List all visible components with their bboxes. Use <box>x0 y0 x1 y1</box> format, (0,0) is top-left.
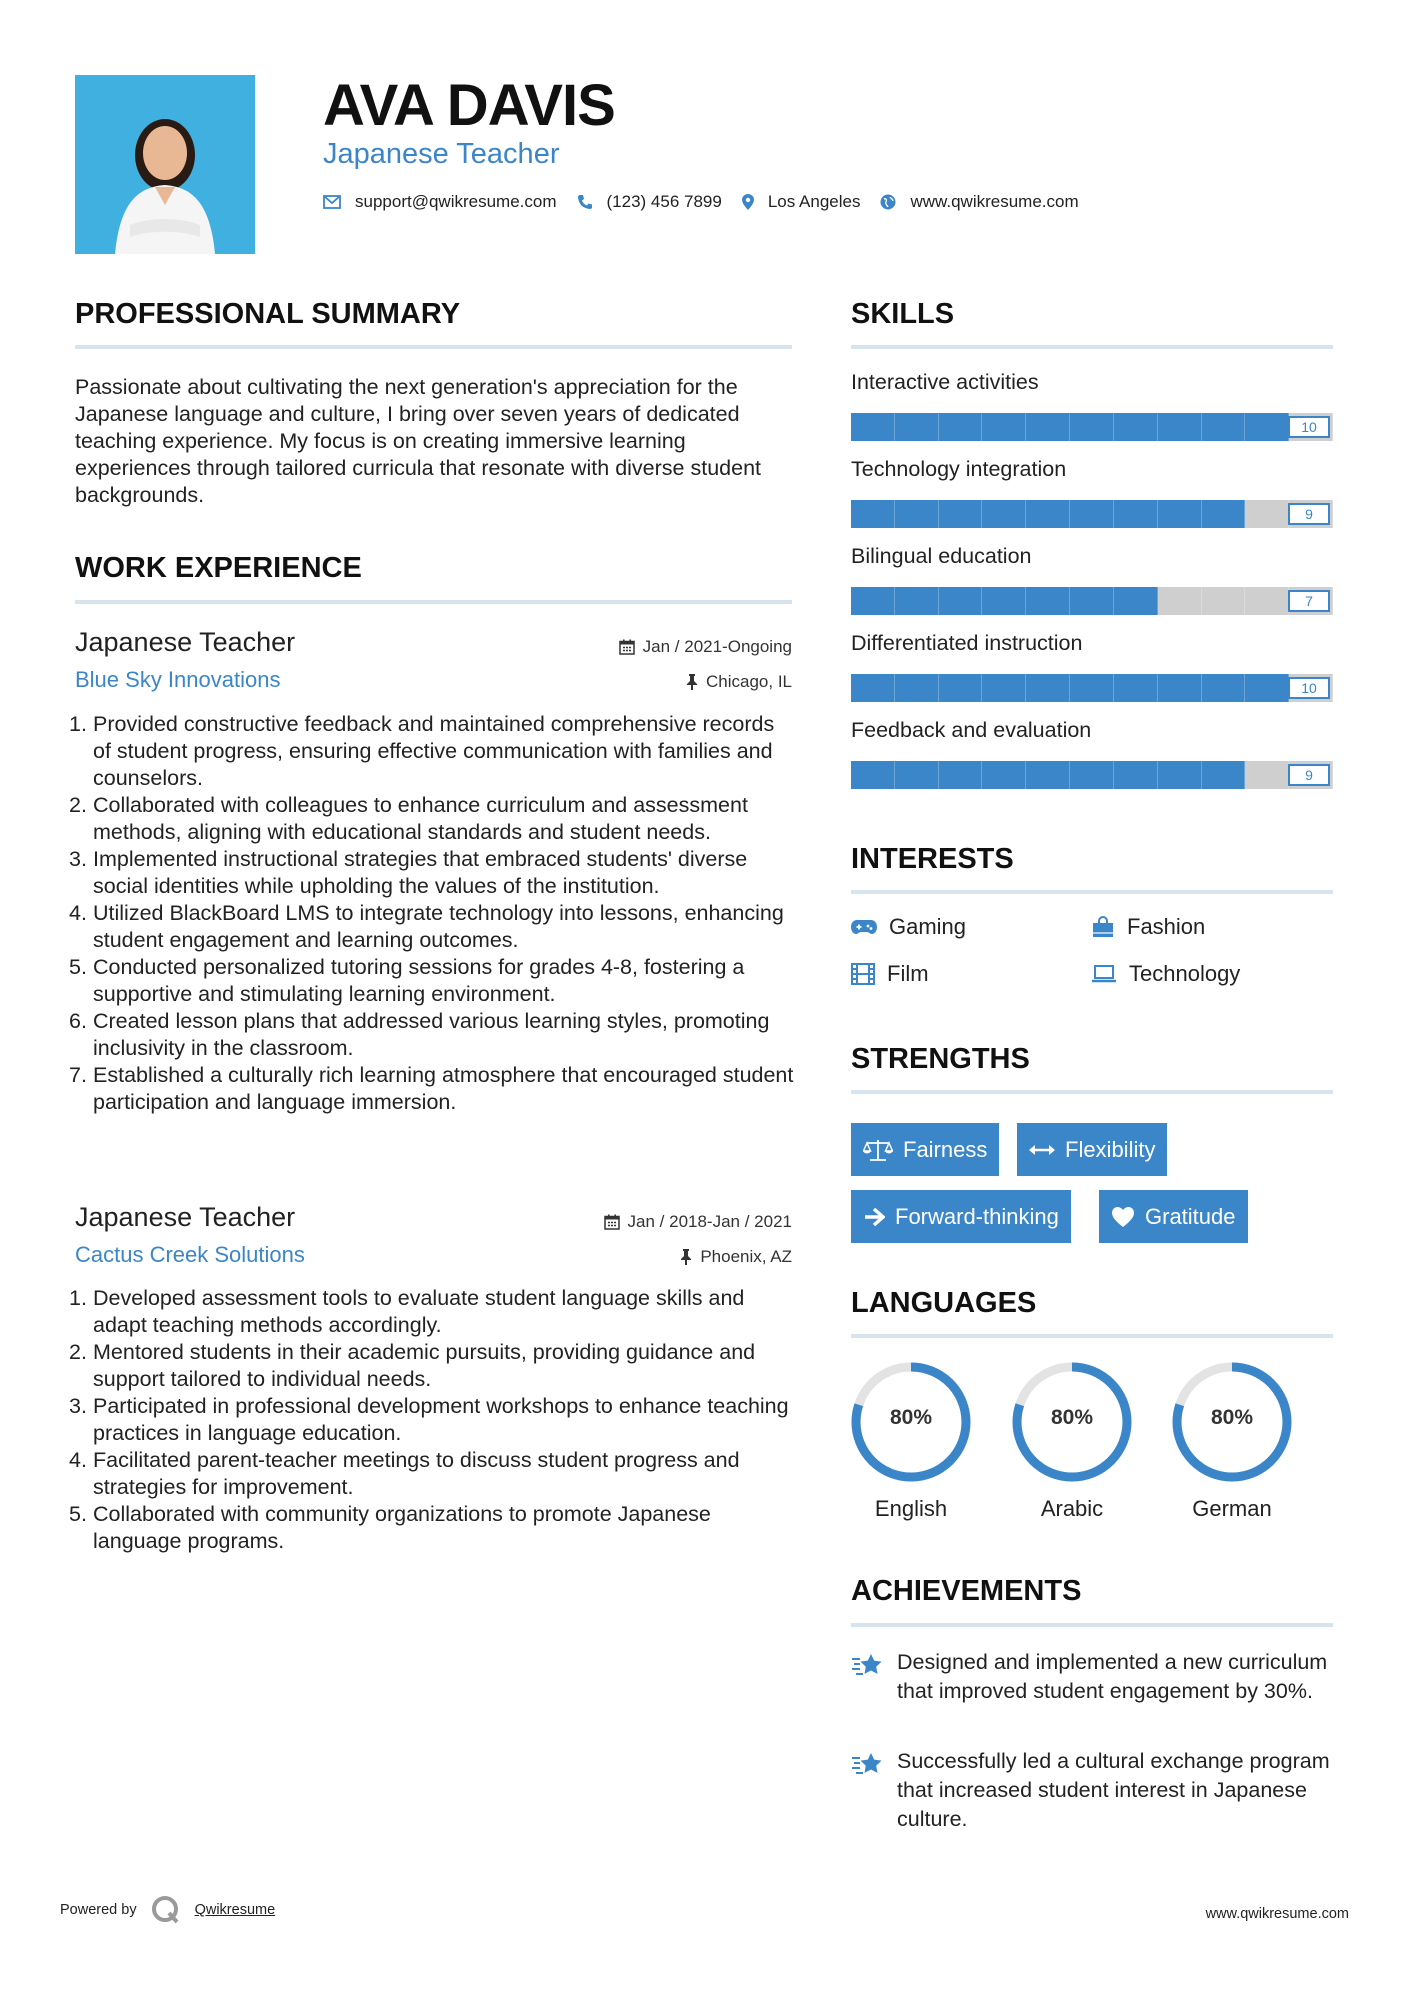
bullet-text: Implemented instructional strategies that embraced students' diverse social identities while upholding the values of the institution. <box>93 847 748 898</box>
language-item <box>1012 1362 1132 1522</box>
skill-meter-segment <box>895 587 939 615</box>
bullet-text: Created lesson plans that addressed various learning styles, promoting inclusivity in the classroom. <box>93 1009 770 1060</box>
bullet-text: Participated in professional development workshops to enhance teaching practices in language education. <box>93 1394 789 1445</box>
bullet-text: Provided constructive feedback and maintained comprehensive records of student progress, ensuring effective communication with families and counselors. <box>93 712 775 790</box>
job-bullet-item <box>69 954 795 1008</box>
languages-heading: LANGUAGES <box>851 1287 1037 1319</box>
skill-label: Interactive activities <box>851 370 1039 394</box>
job-bullet-item <box>69 1285 795 1339</box>
skill-meter-segment <box>1245 761 1289 789</box>
job-bullet-item <box>69 792 795 846</box>
profile-photo <box>75 75 255 254</box>
arrows-horizontal-icon <box>1029 1143 1055 1157</box>
candidate-name: AVA DAVIS <box>323 73 615 138</box>
summary-heading: PROFESSIONAL SUMMARY <box>75 298 461 330</box>
bullet-number: 1. <box>69 1286 87 1310</box>
skill-meter-segment <box>895 413 939 441</box>
strength-badge <box>851 1190 1071 1243</box>
skill-meter-segment <box>1026 587 1070 615</box>
film-icon <box>851 963 875 985</box>
skill-score: 10 <box>1288 416 1330 438</box>
job-title: Japanese Teacher <box>75 627 296 657</box>
achievement-text: Designed and implemented a new curriculum that improved student engagement by 30%. <box>897 1650 1328 1703</box>
language-percent: 80% <box>889 1406 933 1429</box>
bullet-number: 5. <box>69 1502 87 1526</box>
skill-meter-segment <box>851 674 895 702</box>
skill-meter-segment <box>1245 674 1289 702</box>
job-location-text: Phoenix, AZ <box>700 1247 792 1266</box>
skill-meter-segment <box>1070 587 1114 615</box>
skill-meter-segment <box>1202 761 1246 789</box>
skill-score: 10 <box>1288 677 1330 699</box>
interest-label: Fashion <box>1127 914 1206 939</box>
skill-meter-segment <box>1114 587 1158 615</box>
skills-heading: SKILLS <box>851 298 955 330</box>
skill-meter-segment <box>851 413 895 441</box>
arrow-right-icon <box>863 1207 885 1227</box>
language-item <box>1172 1362 1292 1522</box>
language-name: Arabic <box>1040 1496 1104 1521</box>
job-bullet-item <box>69 1062 795 1116</box>
strengths-divider <box>851 1090 1333 1094</box>
phone-text: (123) 456 7899 <box>606 192 722 211</box>
location-text: Los Angeles <box>767 192 861 211</box>
job-bullets <box>69 1285 795 1555</box>
skill-meter-segment <box>982 761 1026 789</box>
skill-meter <box>851 587 1333 615</box>
skill-meter-segment <box>1070 500 1114 528</box>
strengths-heading: STRENGTHS <box>851 1043 1030 1075</box>
skill-meter-segment <box>982 500 1026 528</box>
summary-text: Passionate about cultivating the next generation's appreciation for the Japanese language and culture, I bring over seven years of dedicated teaching experience. My focus is on creating immersive learning experiences through tailored curricula that resonate with diverse student backgrounds. <box>75 375 761 507</box>
job-bullets <box>69 711 795 1116</box>
skill-meter-segment <box>1114 761 1158 789</box>
job-bullet-item <box>69 1008 795 1062</box>
skill-meter-segment <box>939 674 983 702</box>
bullet-text: Established a culturally rich learning atmosphere that encouraged student participation and language immersion. <box>93 1063 794 1114</box>
skill-meter-segment <box>1026 500 1070 528</box>
bullet-number: 6. <box>69 1009 87 1033</box>
language-item <box>851 1362 971 1522</box>
gamepad-icon <box>851 918 877 936</box>
achievement-item <box>851 1747 1341 1834</box>
skill-meter <box>851 413 1333 441</box>
interest-item <box>851 961 929 987</box>
envelope-icon <box>323 195 341 209</box>
job-bullet-item <box>69 1393 795 1447</box>
job-dates <box>619 637 792 657</box>
language-percent: 80% <box>1210 1406 1254 1429</box>
job-bullet-item <box>69 846 795 900</box>
strength-badge <box>851 1123 999 1176</box>
skill-meter-segment <box>1026 413 1070 441</box>
contact-location <box>742 192 861 212</box>
job-title: Japanese Teacher <box>75 1202 296 1232</box>
skill-meter-segment <box>1026 674 1070 702</box>
skill-meter <box>851 500 1333 528</box>
skill-score: 9 <box>1288 503 1330 525</box>
skill-label: Bilingual education <box>851 544 1032 568</box>
skill-meter-segment <box>895 761 939 789</box>
language-percent: 80% <box>1050 1406 1094 1429</box>
summary-divider <box>75 345 792 349</box>
company-name: Cactus Creek Solutions <box>75 1242 305 1267</box>
skills-divider <box>851 345 1333 349</box>
skill-meter-segment <box>1158 413 1202 441</box>
bullet-text: Mentored students in their academic pursuits, providing guidance and support tailored to individual needs. <box>93 1340 756 1391</box>
skill-meter-segment <box>1114 413 1158 441</box>
skill-meter-segment <box>1202 500 1246 528</box>
footer-website[interactable]: www.qwikresume.com <box>1205 1906 1349 1922</box>
qwikresume-logo-icon <box>151 1895 181 1925</box>
footer-brand-link[interactable]: Qwikresume <box>194 1902 276 1918</box>
skill-meter-segment <box>1245 587 1289 615</box>
calendar-icon <box>604 1214 620 1230</box>
contact-email[interactable] <box>323 192 557 212</box>
strength-label: Gratitude <box>1145 1203 1236 1229</box>
balance-scale-icon <box>863 1138 893 1162</box>
contact-website[interactable] <box>880 192 1078 212</box>
job-bullet-item <box>69 1447 795 1501</box>
website-text: www.qwikresume.com <box>910 192 1079 211</box>
company-name: Blue Sky Innovations <box>75 667 281 692</box>
skill-meter-segment <box>1070 761 1114 789</box>
skill-meter-segment <box>982 587 1026 615</box>
heart-icon <box>1111 1206 1135 1228</box>
strength-label: Fairness <box>903 1136 988 1162</box>
bullet-number: 4. <box>69 1448 87 1472</box>
interest-label: Film <box>887 961 929 986</box>
map-pin-icon <box>742 194 754 210</box>
shopping-bag-icon <box>1091 916 1115 938</box>
bullet-text: Utilized BlackBoard LMS to integrate technology into lessons, enhancing student engagement and learning outcomes. <box>93 901 784 952</box>
phone-icon <box>577 194 593 210</box>
interests-divider <box>851 890 1333 894</box>
shooting-star-icon <box>851 1650 885 1680</box>
bullet-number: 3. <box>69 1394 87 1418</box>
skill-label: Differentiated instruction <box>851 631 1083 655</box>
bullet-text: Collaborated with colleagues to enhance curriculum and assessment methods, aligning with educational standards and student needs. <box>93 793 748 844</box>
job-bullet-item <box>69 900 795 954</box>
contact-bar <box>323 192 1099 212</box>
bullet-number: 3. <box>69 847 87 871</box>
powered-by-text: Powered by <box>60 1902 137 1918</box>
skill-meter-segment <box>939 587 983 615</box>
skill-meter-segment <box>1158 500 1202 528</box>
strength-label: Forward-thinking <box>895 1203 1059 1229</box>
achievements-divider <box>851 1623 1333 1627</box>
job-location-text: Chicago, IL <box>706 672 792 691</box>
pushpin-icon <box>686 674 698 690</box>
job-dates-text: Jan / 2021-Ongoing <box>642 637 792 656</box>
bullet-number: 5. <box>69 955 87 979</box>
bullet-number: 2. <box>69 793 87 817</box>
languages-divider <box>851 1334 1333 1338</box>
achievement-text: Successfully led a cultural exchange program that increased student interest in Japanese culture. <box>897 1749 1330 1831</box>
skill-meter-segment <box>1158 587 1202 615</box>
skill-meter-segment <box>851 761 895 789</box>
job-location <box>686 672 792 692</box>
interest-item <box>851 914 966 940</box>
email-text: support@qwikresume.com <box>355 192 557 211</box>
shooting-star-icon <box>851 1749 885 1779</box>
skill-meter-segment <box>895 500 939 528</box>
language-name: English <box>874 1496 948 1521</box>
achievement-item <box>851 1648 1341 1706</box>
skill-meter-segment <box>982 674 1026 702</box>
contact-phone[interactable] <box>577 192 722 212</box>
skill-meter-segment <box>1158 761 1202 789</box>
interests-heading: INTERESTS <box>851 843 1014 875</box>
skill-meter-segment <box>1158 674 1202 702</box>
skill-meter-segment <box>851 587 895 615</box>
skill-meter <box>851 674 1333 702</box>
candidate-role: Japanese Teacher <box>323 138 560 170</box>
strength-badge <box>1017 1123 1167 1176</box>
bullet-text: Developed assessment tools to evaluate student language skills and adapt teaching methods accordingly. <box>93 1286 745 1337</box>
skill-meter-segment <box>1114 500 1158 528</box>
skill-meter-segment <box>1202 587 1246 615</box>
skill-meter-segment <box>1114 674 1158 702</box>
skill-meter-segment <box>1070 413 1114 441</box>
job-dates <box>604 1212 792 1232</box>
bullet-text: Facilitated parent-teacher meetings to discuss student progress and strategies for improvement. <box>93 1448 740 1499</box>
skill-label: Technology integration <box>851 457 1067 481</box>
skill-score: 7 <box>1288 590 1330 612</box>
skill-score: 9 <box>1288 764 1330 786</box>
job-bullet-item <box>69 1501 795 1555</box>
calendar-icon <box>619 639 635 655</box>
skill-meter-segment <box>982 413 1026 441</box>
job-bullet-item <box>69 1339 795 1393</box>
skill-meter-segment <box>939 413 983 441</box>
skill-meter-segment <box>851 500 895 528</box>
bullet-text: Conducted personalized tutoring sessions for grades 4-8, fostering a supportive and stimulating learning environment. <box>93 955 745 1006</box>
skill-label: Feedback and evaluation <box>851 718 1092 742</box>
interest-item <box>1091 961 1240 987</box>
job-location <box>680 1247 792 1267</box>
job-dates-text: Jan / 2018-Jan / 2021 <box>627 1212 792 1231</box>
job-bullet-item <box>69 711 795 792</box>
bullet-number: 2. <box>69 1340 87 1364</box>
strength-label: Flexibility <box>1065 1136 1156 1162</box>
interest-label: Gaming <box>889 914 967 939</box>
bullet-number: 7. <box>69 1063 87 1087</box>
skill-meter-segment <box>1245 500 1289 528</box>
achievements-heading: ACHIEVEMENTS <box>851 1575 1082 1607</box>
footer-powered-by <box>60 1895 275 1925</box>
skill-meter-segment <box>1202 674 1246 702</box>
skill-meter-segment <box>939 500 983 528</box>
skill-meter <box>851 761 1333 789</box>
language-name: German <box>1192 1496 1272 1521</box>
experience-divider <box>75 600 792 604</box>
pushpin-icon <box>680 1249 692 1265</box>
strength-badge <box>1099 1190 1248 1243</box>
bullet-number: 1. <box>69 712 87 736</box>
laptop-icon <box>1091 965 1117 983</box>
skill-meter-segment <box>895 674 939 702</box>
skill-meter-segment <box>1202 413 1246 441</box>
experience-heading: WORK EXPERIENCE <box>75 552 362 584</box>
skill-meter-segment <box>939 761 983 789</box>
interest-item <box>1091 914 1205 940</box>
bullet-text: Collaborated with community organizations to promote Japanese language programs. <box>93 1502 711 1553</box>
skill-meter-segment <box>1245 413 1289 441</box>
globe-icon <box>880 194 896 210</box>
skill-meter-segment <box>1026 761 1070 789</box>
bullet-number: 4. <box>69 901 87 925</box>
interest-label: Technology <box>1129 961 1241 986</box>
skill-meter-segment <box>1070 674 1114 702</box>
